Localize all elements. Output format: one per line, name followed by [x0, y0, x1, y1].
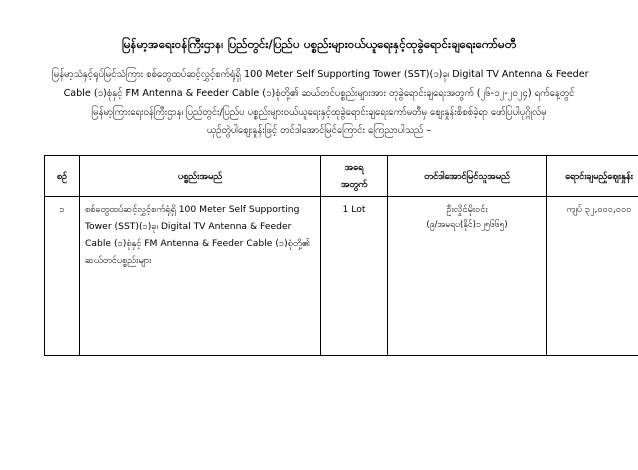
cell-winner: [388, 197, 547, 356]
table-header-row: [45, 156, 638, 197]
intro-line-2: Cable (၁)စုံနှင့် FM Antenna & Feeder Cable (၁)စုံတို့၏ ဆယ်တင်ပစ္စည်းများအား တုခွဲရောင်းချရေးအတွက် (၂၆-၁၂-၂၀၂၄) ရက်နေ့တွင်: [44, 85, 594, 104]
column-header-quantity: [321, 156, 388, 197]
cell-quantity: 1 Lot: [321, 197, 388, 356]
column-header-description: ပစ္စည်းအမည်: [80, 156, 321, 197]
intro-paragraph: [44, 66, 594, 141]
cell-no: ၁: [45, 197, 80, 356]
column-header-winner: တင်ဒါအောင်မြင်သူအမည်: [388, 156, 547, 197]
page-title: မြန်မာ့အရေးဝန်ကြီးဌာန၊ ပြည်တွင်း/ပြည်ပ ပစ္စည်းများဝယ်ယူရေးနှင့်ထုခွဲရောင်းချရေးကော်မတီ: [44, 36, 594, 53]
tender-results-table: [44, 155, 638, 356]
document-page: [0, 36, 638, 470]
intro-line-1: မြန်မာ့သံနှင့်ရုပ်မြင်သံကြား စစ်တွေထပ်ဆင့်လွှင့်စက်ရုံရှိ 100 Meter Self Supporting Tower (SST)(၁)ခု၊ Digital TV Antenna & Feeder: [44, 66, 594, 85]
column-header-no: စဉ်: [45, 156, 80, 197]
column-header-price: ရောင်းချမည့်ဈေးနှုန်း: [547, 156, 638, 197]
column-header-quantity-line1: အရေ: [345, 162, 364, 173]
winner-id: (၉/အမရပ(နိုင်)၁၂၅၆၆၅): [393, 218, 541, 234]
cell-description: စစ်တွေထပ်ဆင့်လွှင့်စက်ရုံရှိ 100 Meter Self Supporting Tower (SST)(၁)ခု၊ Digital TV Antenna & Feeder Cable (၁)စုံနှင့် FM Antenna & Feeder Cable (၁)စုံတို့၏ ဆယ်တင်ပစ္စည်းများ: [80, 197, 321, 356]
cell-price: ကျပ် ၃၂,၀၀၀,၀၀၀: [547, 197, 638, 356]
column-header-quantity-line2: အတွက်: [341, 179, 367, 190]
table-body: [45, 197, 638, 356]
table-header: [45, 156, 638, 197]
intro-line-3: မြန်မာ့ကြားရေးဝန်ကြီးဌာန၊ ပြည်တွင်း/ပြည်ပ ပစ္စည်းများဝယ်ယူရေးနှင့်ထုခွဲရောင်းချရေးကော်မတီမှ ဈေးနှုန်းစိစစ်ခဲ့ရာ ဖော်ပြပါပုဂ္ဂိုလ်မှ: [44, 104, 594, 123]
winner-name: ဦးလှိုင်မိုးဝင်း: [393, 201, 541, 218]
intro-line-4: ယှဉ်တွဲပါဈေးနှုန်းဖြင့် တင်ဒါအောင်မြင်ကြောင်း ကြေညာပါသည် –: [44, 122, 594, 141]
table-row: [45, 197, 638, 356]
